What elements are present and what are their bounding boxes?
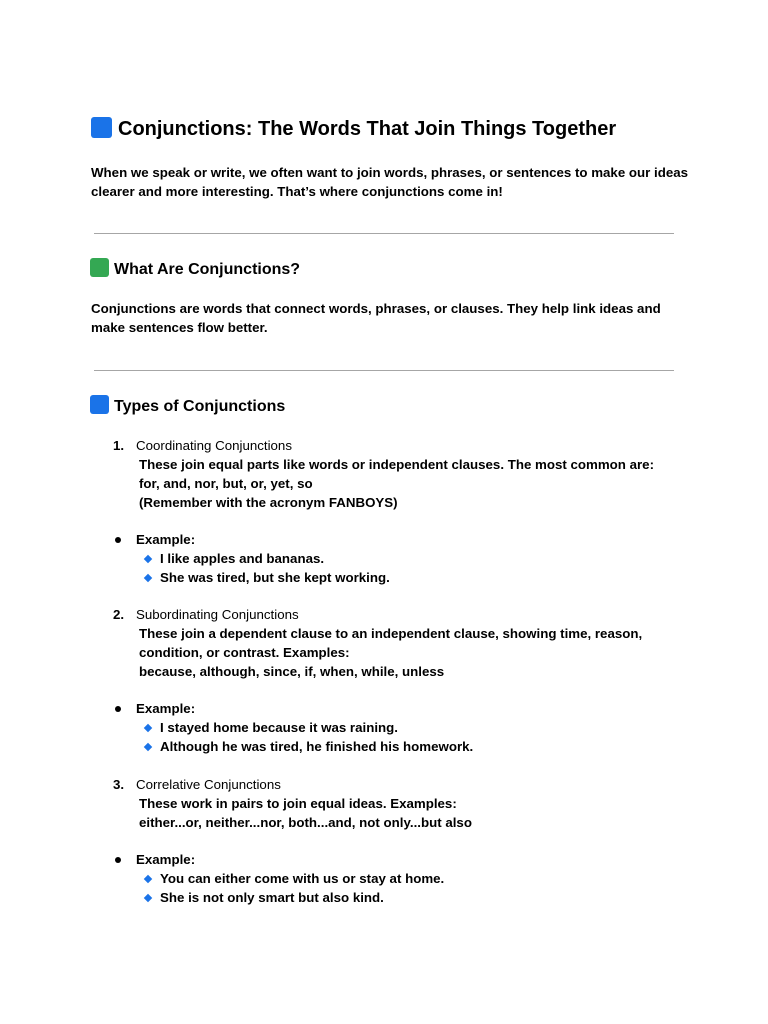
- example-sentence: Although he was tired, he finished his homework.: [160, 739, 474, 754]
- intro-paragraph-block: [91, 164, 691, 201]
- divider: [94, 370, 674, 371]
- type-name: Subordinating Conjunctions: [136, 607, 299, 622]
- page-title-row: [91, 116, 616, 142]
- diamond-bullet-icon: [144, 743, 152, 751]
- type-name: Correlative Conjunctions: [136, 777, 281, 792]
- type-name: Coordinating Conjunctions: [136, 438, 292, 453]
- example-sentence: I like apples and bananas.: [160, 551, 325, 566]
- types-section-heading: [90, 395, 285, 418]
- types-section-heading-row: [90, 395, 285, 418]
- bullet-dot-icon: [115, 857, 121, 863]
- blue-square-icon: [90, 395, 109, 414]
- diamond-bullet-icon: [144, 894, 152, 902]
- divider: [94, 233, 674, 234]
- type-description-line: for, and, nor, but, or, yet, so: [139, 476, 313, 491]
- diamond-bullet-icon: [144, 724, 152, 732]
- type-number: 1.: [113, 438, 125, 453]
- what-section-body-block: [91, 300, 671, 337]
- example-label: Example:: [136, 701, 196, 716]
- green-square-icon: [90, 258, 109, 277]
- type-description-line: (Remember with the acronym FANBOYS): [139, 495, 398, 510]
- type-description-line: because, although, since, if, when, while, unless: [139, 664, 445, 679]
- diamond-bullet-icon: [144, 875, 152, 883]
- what-section-heading-row: [90, 258, 300, 281]
- page-title: [91, 116, 616, 142]
- type-number: 3.: [113, 777, 125, 792]
- example-label: Example:: [136, 532, 196, 547]
- bullet-dot-icon: [115, 537, 121, 543]
- diamond-bullet-icon: [144, 574, 152, 582]
- what-section-heading-text: What Are Conjunctions?: [114, 261, 301, 278]
- blue-square-icon: [91, 117, 112, 138]
- type-description-line: condition, or contrast. Examples:: [139, 645, 350, 660]
- page-title-text: Conjunctions: The Words That Join Things Together: [118, 118, 617, 140]
- type-description-line: These work in pairs to join equal ideas. Examples:: [139, 796, 457, 811]
- type-description-line: These join equal parts like words or independent clauses. The most common are:: [139, 457, 655, 472]
- example-sentence: She is not only smart but also kind.: [160, 890, 384, 905]
- what-section-heading: [90, 258, 300, 281]
- diamond-bullet-icon: [144, 555, 152, 563]
- intro-paragraph: When we speak or write, we often want to join words, phrases, or sentences to make our ideas clearer and more interesting. That’s where conjunctions come in!: [91, 165, 689, 199]
- type-number: 2.: [113, 607, 125, 622]
- example-label: Example:: [136, 852, 196, 867]
- bullet-dot-icon: [115, 706, 121, 712]
- example-sentence: I stayed home because it was raining.: [160, 720, 398, 735]
- example-sentence: You can either come with us or stay at home.: [160, 871, 445, 886]
- types-section-heading-text: Types of Conjunctions: [114, 398, 286, 415]
- what-section-body: Conjunctions are words that connect words, phrases, or clauses. They help link ideas and make sentences flow better.: [91, 301, 661, 335]
- example-sentence: She was tired, but she kept working.: [160, 570, 390, 585]
- type-description-line: either...or, neither...nor, both...and, not only...but also: [139, 815, 472, 830]
- type-description-line: These join a dependent clause to an independent clause, showing time, reason,: [139, 626, 643, 641]
